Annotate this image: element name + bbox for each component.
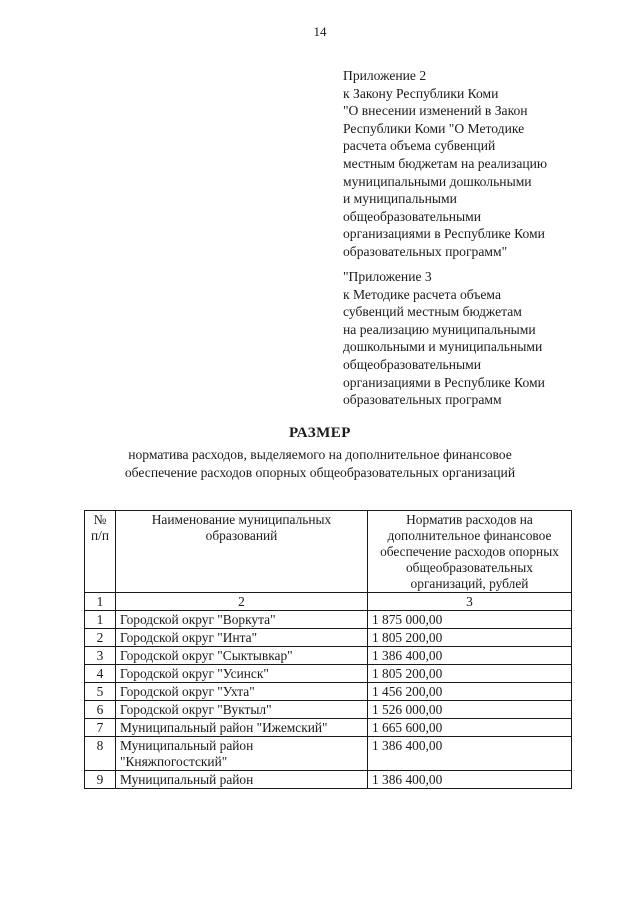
expense-norm-value: 1 456 200,00 bbox=[368, 683, 572, 701]
appendix-2-line: организациями в Республике Коми bbox=[343, 226, 545, 242]
appendix-2-line: местным бюджетам на реализацию bbox=[343, 155, 548, 171]
appendix-3-line: на реализацию муниципальными bbox=[343, 321, 536, 337]
page-number: 14 bbox=[313, 24, 327, 39]
header-value-line: Норматив расходов на bbox=[406, 512, 533, 527]
appendix-2-heading bbox=[343, 67, 613, 261]
municipality-name-line: Городской округ "Сыктывкар" bbox=[120, 648, 293, 663]
table-row bbox=[85, 683, 572, 701]
municipality-name-line: "Княжпогостский" bbox=[120, 754, 228, 769]
appendix-2-line: Республики Коми "О Методике bbox=[343, 120, 525, 136]
header-value-line: дополнительное финансовое bbox=[387, 528, 552, 543]
municipality-name bbox=[116, 647, 368, 665]
row-number: 8 bbox=[85, 737, 116, 771]
appendix-2-line: муниципальными дошкольными bbox=[343, 173, 532, 189]
header-value-line: обеспечение расходов опорных bbox=[380, 544, 559, 559]
header-value-cell bbox=[368, 511, 572, 593]
table-row bbox=[85, 701, 572, 719]
expense-norm-value: 1 386 400,00 bbox=[368, 771, 572, 789]
municipality-name bbox=[116, 771, 368, 789]
municipality-name-line: Городской округ "Инта" bbox=[120, 630, 258, 645]
column-index-row bbox=[85, 593, 572, 611]
table-header-row bbox=[85, 511, 572, 593]
municipality-name bbox=[116, 629, 368, 647]
municipality-name bbox=[116, 683, 368, 701]
document-title: РАЗМЕР bbox=[289, 425, 351, 441]
appendix-2-line: "О внесении изменений в Закон bbox=[343, 103, 528, 119]
table-row bbox=[85, 647, 572, 665]
column-index: 1 bbox=[85, 593, 116, 611]
appendix-3-line: "Приложение 3 bbox=[343, 269, 432, 284]
municipality-name bbox=[116, 719, 368, 737]
expense-norm-value: 1 805 200,00 bbox=[368, 629, 572, 647]
appendix-3-line: субвенций местным бюджетам bbox=[343, 304, 522, 320]
appendix-2-line: расчета объема субвенций bbox=[343, 138, 496, 154]
expense-norm-value: 1 805 200,00 bbox=[368, 665, 572, 683]
municipality-name bbox=[116, 737, 368, 771]
appendix-3-heading bbox=[343, 268, 613, 409]
header-num-line: № bbox=[93, 512, 107, 527]
column-index: 2 bbox=[116, 593, 368, 611]
appendix-2-line: образовательных программ" bbox=[343, 243, 508, 259]
municipality-name bbox=[116, 611, 368, 629]
header-value-line: организаций, рублей bbox=[410, 576, 529, 591]
row-number: 1 bbox=[85, 611, 116, 629]
table-row bbox=[85, 737, 572, 771]
appendix-2-line: к Закону Республики Коми bbox=[343, 85, 499, 101]
document-subtitle bbox=[0, 446, 640, 482]
municipality-name-line: Городской округ "Вуктыл" bbox=[120, 702, 272, 717]
municipality-name-line: Городской округ "Воркута" bbox=[120, 612, 276, 627]
appendix-3-line: общеобразовательными bbox=[343, 356, 482, 372]
table-row bbox=[85, 771, 572, 789]
municipality-name bbox=[116, 701, 368, 719]
municipality-name-line: Муниципальный район bbox=[120, 738, 254, 753]
municipality-name-line: Муниципальный район bbox=[120, 772, 254, 787]
appendix-2-line: Приложение 2 bbox=[343, 68, 427, 83]
expense-norm-value: 1 665 600,00 bbox=[368, 719, 572, 737]
expense-norm-value: 1 386 400,00 bbox=[368, 647, 572, 665]
subtitle-line: норматива расходов, выделяемого на дополнительное финансовое bbox=[128, 447, 512, 462]
appendix-3-line: организациями в Республике Коми bbox=[343, 374, 545, 390]
row-number: 4 bbox=[85, 665, 116, 683]
row-number: 2 bbox=[85, 629, 116, 647]
column-index: 3 bbox=[368, 593, 572, 611]
subtitle-line: обеспечение расходов опорных общеобразовательных организаций bbox=[124, 465, 516, 480]
row-number: 9 bbox=[85, 771, 116, 789]
appendix-2-line: общеобразовательными bbox=[343, 208, 482, 224]
norms-table bbox=[84, 510, 572, 789]
appendix-3-line: образовательных программ bbox=[343, 392, 502, 408]
appendix-3-line: к Методике расчета объема bbox=[343, 286, 501, 302]
header-name-cell bbox=[116, 511, 368, 593]
row-number: 3 bbox=[85, 647, 116, 665]
municipality-name bbox=[116, 665, 368, 683]
header-name-line: Наименование муниципальных bbox=[151, 512, 332, 527]
municipality-name-line: Городской округ "Усинск" bbox=[120, 666, 269, 681]
appendix-3-line: дошкольными и муниципальными bbox=[343, 339, 543, 355]
expense-norm-value: 1 386 400,00 bbox=[368, 737, 572, 771]
expense-norm-value: 1 875 000,00 bbox=[368, 611, 572, 629]
header-num-line: п/п bbox=[90, 528, 110, 543]
expense-norm-value: 1 526 000,00 bbox=[368, 701, 572, 719]
table-row bbox=[85, 611, 572, 629]
table-row bbox=[85, 665, 572, 683]
table-row bbox=[85, 719, 572, 737]
municipality-name-line: Муниципальный район "Ижемский" bbox=[120, 720, 328, 735]
header-name-line: образований bbox=[205, 528, 278, 543]
municipality-name-line: Городской округ "Ухта" bbox=[120, 684, 255, 699]
appendix-2-line: и муниципальными bbox=[343, 191, 457, 207]
header-num-cell bbox=[85, 511, 116, 593]
table-row bbox=[85, 629, 572, 647]
row-number: 7 bbox=[85, 719, 116, 737]
row-number: 5 bbox=[85, 683, 116, 701]
header-value-line: общеобразовательных bbox=[405, 560, 533, 575]
row-number: 6 bbox=[85, 701, 116, 719]
